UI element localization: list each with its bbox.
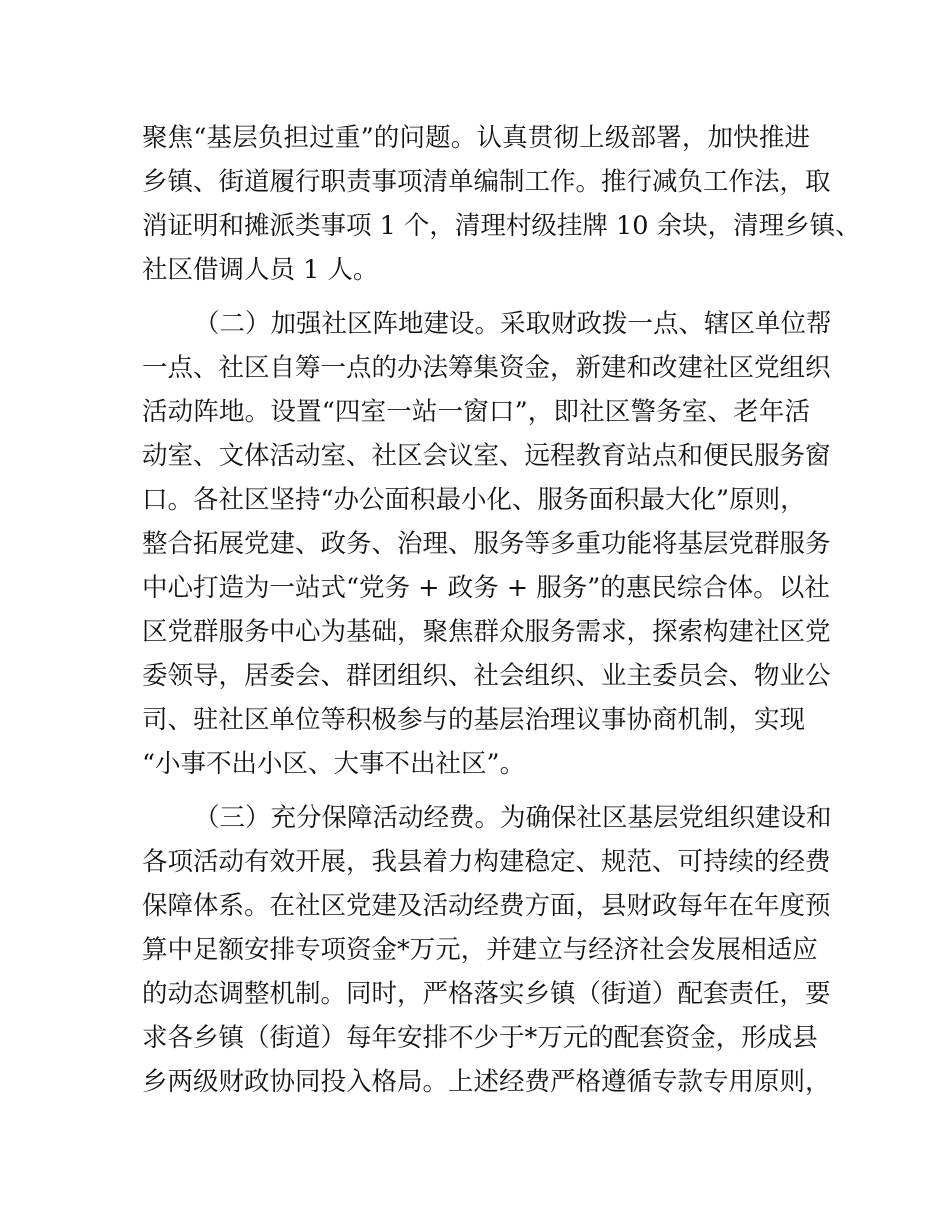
- text-line: 的动态调整机制。同时，严格落实乡镇（街道）配套责任，要: [142, 979, 831, 1009]
- text-line: 乡镇、街道履行职责事项清单编制工作。推行减负工作法，取: [142, 167, 831, 197]
- text-line: 社区借调人员 1 人。: [142, 255, 379, 285]
- text-line: 消证明和摊派类事项 1 个，清理村级挂牌 10 余块，清理乡镇、: [142, 211, 861, 241]
- text-line: 整合拓展党建、政务、治理、服务等多重功能将基层党群服务: [142, 529, 831, 559]
- text-line: 保障体系。在社区党建及活动经费方面，县财政每年在年度预: [142, 891, 831, 921]
- text-line: 委领导，居委会、群团组织、社会组织、业主委员会、物业公: [142, 661, 831, 691]
- section-heading-line: （二）加强社区阵地建设。采取财政拨一点、辖区单位帮: [194, 309, 832, 339]
- text-line: 区党群服务中心为基础，聚焦群众服务需求，探索构建社区党: [142, 617, 831, 647]
- text-line: 算中足额安排专项资金*万元，并建立与经济社会发展相适应: [142, 935, 818, 965]
- text-line: 司、驻社区单位等积极参与的基层治理议事协商机制，实现: [142, 705, 806, 735]
- text-line: 口。各社区坚持“办公面积最小化、服务面积最大化”原则，: [142, 485, 806, 515]
- text-line: 各项活动有效开展，我县着力构建稳定、规范、可持续的经费: [142, 847, 831, 877]
- text-line: 一点、社区自筹一点的办法筹集资金，新建和改建社区党组织: [142, 353, 831, 383]
- text-line: 乡两级财政协同投入格局。上述经费严格遵循专款专用原则，: [142, 1067, 831, 1097]
- text-line: 中心打造为一站式“党务 + 政务 + 服务”的惠民综合体。以社: [142, 573, 830, 603]
- text-line: 聚焦“基层负担过重”的问题。认真贯彻上级部署，加快推进: [142, 123, 810, 153]
- text-line: 求各乡镇（街道）每年安排不少于*万元的配套资金，形成县: [142, 1023, 818, 1053]
- section-heading-line: （三）充分保障活动经费。为确保社区基层党组织建设和: [194, 803, 832, 833]
- text-line: “小事不出小区、大事不出社区”。: [142, 749, 526, 779]
- text-line: 动室、文体活动室、社区会议室、远程教育站点和便民服务窗: [142, 441, 831, 471]
- text-line: 活动阵地。设置“四室一站一窗口”，即社区警务室、老年活: [142, 397, 810, 427]
